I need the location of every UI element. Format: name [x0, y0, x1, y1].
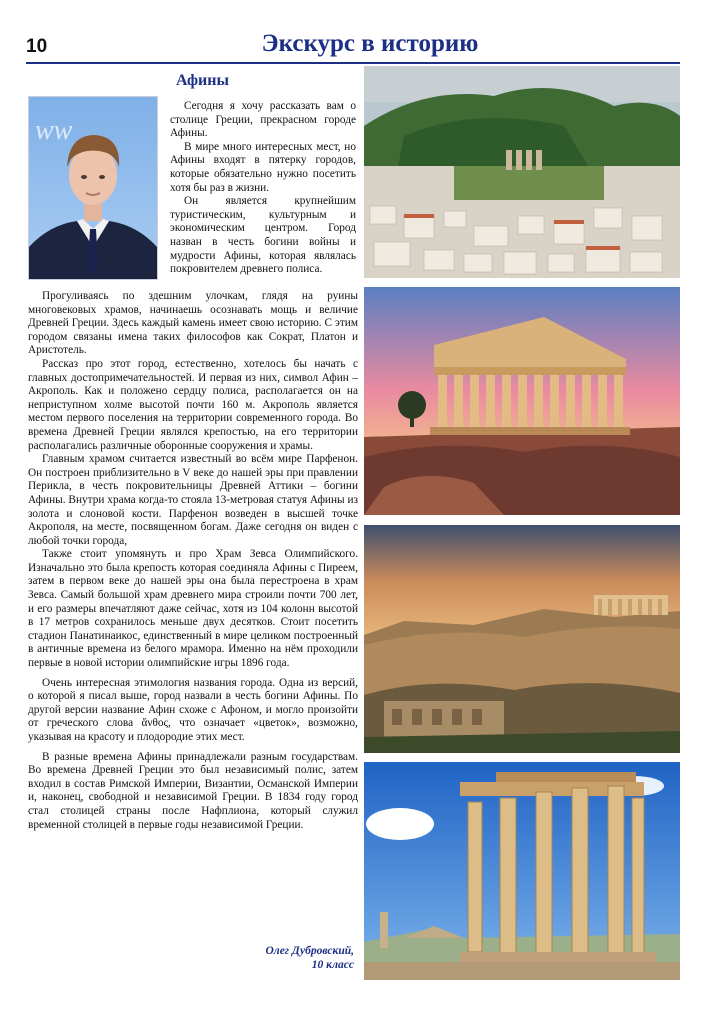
body-paragraph: Рассказ про этот город, естественно, хотелось бы начать с главных достопримечательностей. И первая из них, символ Афин – Акрополь. Как и положено сердцу полиса, располагается он на неприступном холме высотой почти 160 м. Акрополь является местом первого поселения на территории современного города. Во времена Древней Греции являлся крепостью, на его территории располагались различные оборонные сооружения и храмы.: [28, 357, 358, 452]
photo-acropolis-panorama: [364, 525, 680, 753]
photo-aerial-city: [364, 66, 680, 278]
intro-paragraph: Он является крупнейшим туристическим, культурным и экономическим центром. Город назван в честь богини войны и мудрости Афины, которая являлась покровителем древнего полиса.: [170, 195, 356, 276]
photo-parthenon-sunset: [364, 287, 680, 515]
body-paragraph: Очень интересная этимология названия города. Одна из версий, о которой я писал выше, город назвали в честь богини Афины. По другой версии название Афин схоже с Афоном, и могло произойти от греческого слова ἄνθος, что означает «цветок», возможно, указывая на красоту и плодородие этих мест.: [28, 676, 358, 743]
intro-paragraph: Сегодня я хочу рассказать вам о столице Греции, прекрасном городе Афины.: [170, 100, 356, 140]
author-grade: 10 класс: [311, 959, 354, 971]
article-body: [28, 290, 358, 832]
intro-paragraph: В мире много интересных мест, но Афины входят в пятерку городов, которые обязательно нужно посетить хотя бы раз в жизни.: [170, 140, 356, 194]
author-signature: [265, 944, 354, 972]
body-paragraph: Прогуливаясь по здешним улочкам, глядя на руины многовековых храмов, начинаешь осознавать мощь и величие Древней Греции. Здесь каждый камень имеет свою историю. С этим городом связаны имена таких философов как Сократ, Платон и Аристотель.: [28, 290, 358, 357]
body-paragraph: Главным храмом считается известный во всём мире Парфенон. Он построен приблизительно в V веке до нашей эры при правлении Перикла, в честь покровительницы Древней Аттики – богини Афины. Внутри храма когда-то стояла 13-метровая статуя Афины из золота и слоновой кости. Парфенон возведен в высшей точке Акрополя, на месте, посвященном богам. Даже сегодня он виден с любой точки города,: [28, 453, 358, 547]
section-title: Экскурс в историю: [261, 30, 479, 57]
body-paragraph: В разные времена Афины принадлежали разным государствам. Во времена Древней Греции это был независимый полис, затем входил в состав Римской Империи, Византии, Османской Империи и, наконец, свободной и независимой Греции. В 1834 году город стал столицей страны после Нафплиона, который служил временной столицей в первые годы независимой Греции.: [28, 750, 358, 831]
temple-of-zeus-image: [364, 762, 680, 980]
header-rule: [26, 62, 680, 64]
aerial-city-image: [364, 66, 680, 278]
page-number: 10: [26, 36, 48, 57]
article-title: Афины: [176, 72, 229, 89]
intro-text: [170, 100, 356, 277]
author-portrait: [28, 96, 158, 280]
photo-temple-of-zeus: [364, 762, 680, 980]
body-paragraph: Также стоит упомянуть и про Храм Зевса Олимпийского. Изначально это была крепость которая соединяла Афины с Пиреем, затем в первом веке до нашей эры она была перестроена в храм Зевса. Самый большой храм древнего мира строили почти 700 лет, и его размеры впечатляют даже сейчас, хотя из 104 колонн высотой в 17 метров сохранилось меньше двух десятков. Стоит посетить стадион Панатинаикос, единственный в мире целиком построенный в античные времена из белого мрамора. Именно на нём проходили первые в новой истории олимпийские игры 1896 года.: [28, 548, 358, 670]
acropolis-panorama-image: [364, 525, 680, 753]
portrait-watermark: ww: [35, 115, 73, 146]
author-name: Олег Дубровский,: [265, 945, 354, 957]
parthenon-sunset-image: [364, 287, 680, 515]
